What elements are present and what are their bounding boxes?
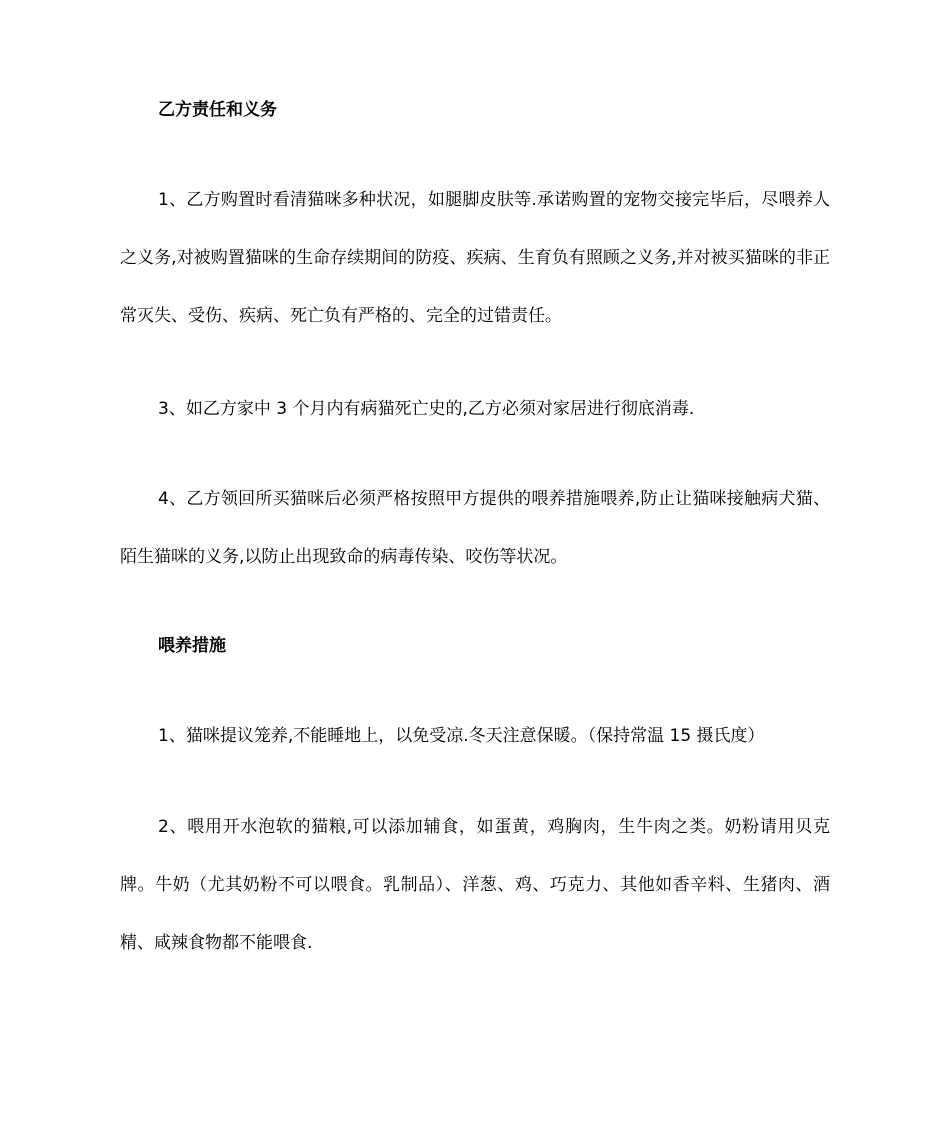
- paragraph-party-b-clause-3: 3、如乙方家中 3 个月内有病猫死亡史的,乙方必须对家居进行彻底消毒.: [158, 399, 695, 419]
- section-heading-feeding-measures: 喂养措施: [158, 636, 226, 656]
- paragraph-feeding-clause-1: 1、猫咪提议笼养,不能睡地上，以免受凉.冬天注意保暖。（保持常温 15 摄氏度）: [158, 726, 765, 746]
- section-heading-party-b-duties: 乙方责任和义务: [158, 100, 277, 120]
- paragraph-party-b-clause-4: 4、乙方领回所买猫咪后必须严格按照甲方提供的喂养措施喂养,防止让猫咪接触病犬猫、陌生猫咪的义务,以防止出现致命的病毒传染、咬伤等状况。: [120, 489, 830, 567]
- paragraph-feeding-clause-2: 2、喂用开水泡软的猫粮,可以添加辅食，如蛋黄，鸡胸肉，生牛肉之类。奶粉请用贝克牌。牛奶（尤其奶粉不可以喂食。乳制品）、洋葱、鸡、巧克力、其他如香辛料、生猪肉、酒精、咸辣食物都不能喂食.: [120, 817, 830, 953]
- paragraph-party-b-clause-1: 1、乙方购置时看清猫咪多种状况，如腿脚皮肤等.承诺购置的宠物交接完毕后，尽喂养人之义务,对被购置猫咪的生命存续期间的防疫、疾病、生育负有照顾之义务,并对被买猫咪的非正常灭失、受伤、疾病、死亡负有严格的、完全的过错责任。: [120, 190, 830, 326]
